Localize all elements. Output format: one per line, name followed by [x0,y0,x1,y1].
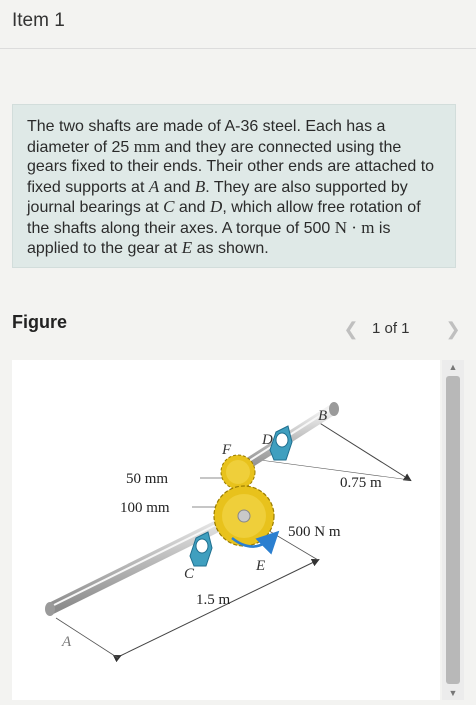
chevron-left-icon[interactable]: ❮ [343,319,359,339]
label-d: D [262,432,273,448]
scroll-thumb[interactable] [446,376,460,684]
problem-text-2: and they are connected using the gears fixed to their ends. Their other ends are attached to fixed supports at [27,138,435,196]
problem-var-d: D [210,197,223,216]
scroll-down-icon[interactable]: ▼ [448,688,458,698]
gear-f [221,455,255,489]
label-dim-1-5m: 1.5 m [196,592,231,608]
problem-var-b: B [194,176,206,196]
item-title: Item 1 [12,10,65,31]
problem-var-c: C [163,197,175,216]
problem-text-8: as shown. [192,240,269,257]
label-dim-100mm: 100 mm [120,500,170,516]
label-f: F [222,442,232,458]
pager-label: 1 of 1 [372,320,410,337]
figure-title: Figure [12,312,68,332]
chevron-right-icon[interactable]: ❯ [445,319,461,339]
label-b: B [318,408,328,424]
problem-text-7: is applied to the gear at [27,219,391,257]
problem-unit-nm: N · m [334,217,375,237]
problem-var-a: A [148,176,160,196]
shaft-gear-diagram [12,360,440,700]
problem-statement-panel [12,104,456,268]
bearing-d [270,426,292,460]
problem-text-4: . They are also supported by journal bearings at [27,178,408,216]
label-dim-0-75m: 0.75 m [340,475,382,491]
support-b [329,402,339,416]
problem-text-6: , which allow free rotation of the shafts along their axes. A torque of 500 [27,199,421,237]
label-e: E [256,558,266,574]
header-divider [0,48,476,49]
figure-pager [340,318,468,342]
support-a [45,602,55,616]
scroll-up-icon[interactable]: ▲ [448,362,458,372]
problem-statement [27,117,441,259]
figure-image [12,360,440,700]
figure-scrollbar[interactable] [442,360,464,700]
problem-text-5: and [174,199,211,216]
problem-var-e: E [181,238,193,257]
problem-text-3: and [159,178,195,196]
label-dim-50mm: 50 mm [126,471,169,487]
problem-text-1: The two shafts are made of A-36 steel. Each has a diameter of 25 [27,118,386,156]
problem-unit-mm: mm [133,136,161,156]
label-c: C [184,566,195,582]
label-torque: 500 N m [288,524,341,540]
label-a: A [62,634,72,650]
gear-e [214,486,274,546]
